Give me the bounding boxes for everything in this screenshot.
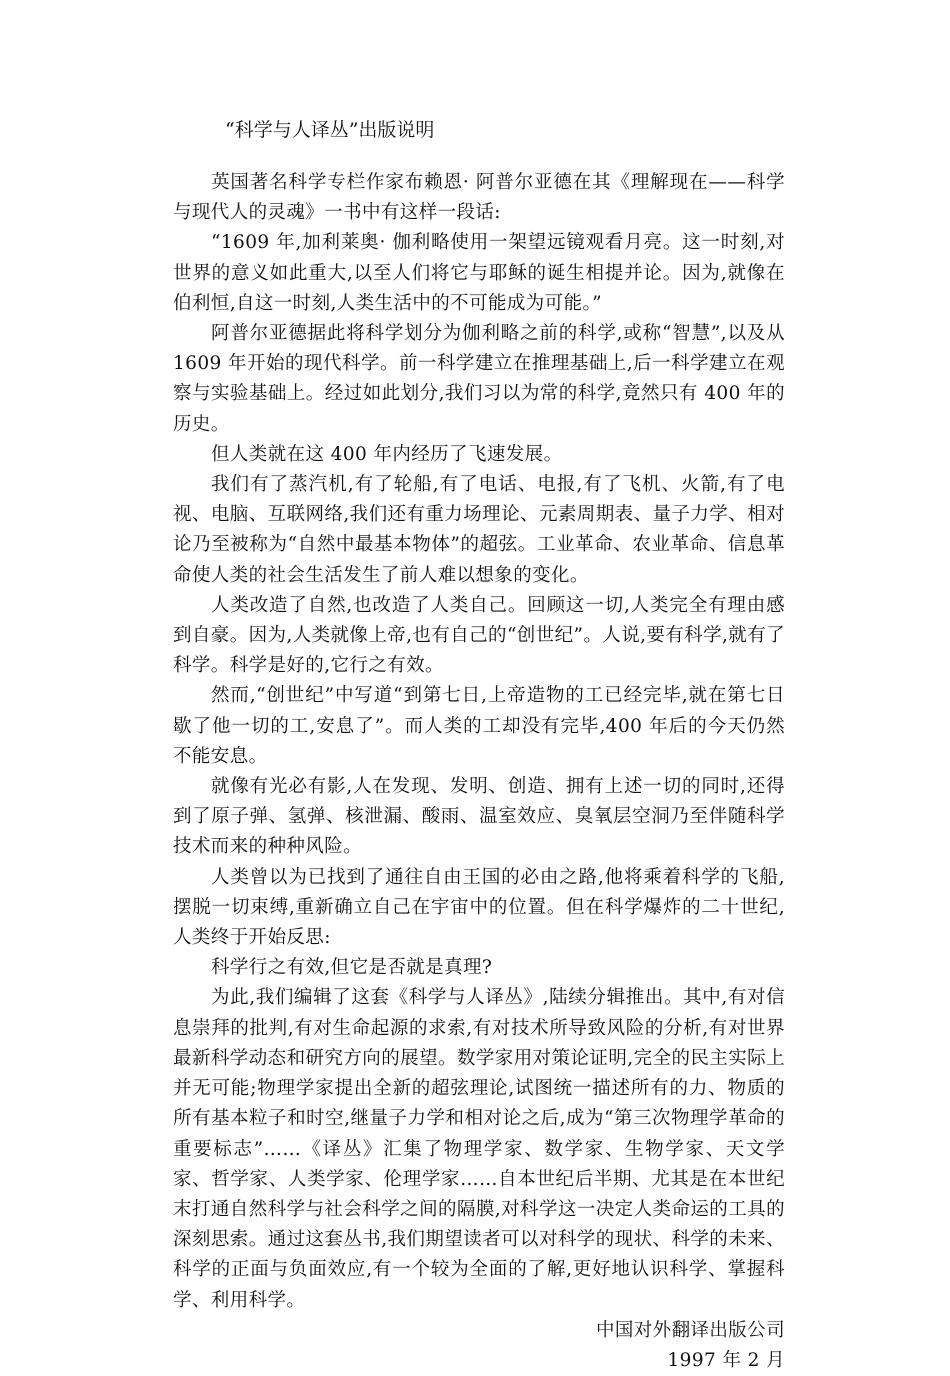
signature-block	[173, 1316, 785, 1376]
paragraph: 然而,“创世纪”中写道“到第七日,上帝造物的工已经完毕,就在第七日歇了他一切的工,安息了”。而人类的工却没有完毕,400 年后的今天仍然不能安息。	[173, 685, 785, 767]
paragraph: 为此,我们编辑了这套《科学与人译丛》,陆续分辑推出。其中,有对信息崇拜的批判,有对生命起源的求索,有对技术所导致风险的分析,有对世界最新科学动态和研究方向的展望。数学家用对策论证明,完全的民主实际上并无可能;物理学家提出全新的超弦理论,试图统一描述所有的力、物质的所有基本粒子和时空,继量子力学和相对论之后,成为“第三次物理学革命的重要标志”……《译丛》汇集了物理学家、数学家、生物学家、天文学家、哲学家、人类学家、伦理学家……自本世纪后半期、尤其是在本世纪末打通自然科学与社会科学之间的隔膜,对科学这一决定人类命运的工具的深刻思索。通过这套丛书,我们期望读者可以对科学的现状、科学的未来、科学的正面与负面效应,有一个较为全面的了解,更好地认识科学、掌握科学、利用科学。	[173, 987, 785, 1311]
paragraph: 英国著名科学专栏作家布赖恩· 阿普尔亚德在其《理解现在——科学与现代人的灵魂》一书中有这样一段话:	[173, 172, 785, 224]
publication-date: 1997 年 2 月	[667, 1349, 785, 1371]
paragraph: 阿普尔亚德据此将科学划分为伽利略之前的科学,或称“智慧”,以及从 1609 年开始的现代科学。前一科学建立在推理基础上,后一科学建立在观察与实验基础上。经过如此划分,我们习以为常的科学,竟然只有 400 年的历史。	[173, 323, 785, 435]
document-title: “科学与人译丛”出版说明	[225, 119, 435, 141]
paragraph: 就像有光必有影,人在发现、发明、创造、拥有上述一切的同时,还得到了原子弹、氢弹、核泄漏、酸雨、温室效应、臭氧层空洞乃至伴随科学技术而来的种种风险。	[173, 776, 785, 858]
paragraph: 人类曾以为已找到了通往自由王国的必由之路,他将乘着科学的飞船,摆脱一切束缚,重新确立自己在宇宙中的位置。但在科学爆炸的二十世纪,人类终于开始反思:	[173, 866, 785, 949]
paragraph: 科学行之有效,但它是否就是真理?	[211, 957, 493, 979]
paragraph: 人类改造了自然,也改造了人类自己。回顾这一切,人类完全有理由感到自豪。因为,人类就像上帝,也有自己的“创世纪”。人说,要有科学,就有了科学。科学是好的,它行之有效。	[173, 594, 785, 677]
paragraph: “1609 年,加利莱奥· 伽利略使用一架望远镜观看月亮。这一时刻,对世界的意义如此重大,以至人们将它与耶稣的诞生相提并论。因为,就像在伯利恒,自这一时刻,人类生活中的不可能成为可能。”	[173, 232, 785, 314]
paragraph: 但人类就在这 400 年内经历了飞速发展。	[211, 443, 563, 465]
publisher-name: 中国对外翻译出版公司	[595, 1319, 785, 1341]
document-body	[173, 168, 785, 1316]
document-page	[173, 114, 785, 1376]
paragraph: 我们有了蒸汽机,有了轮船,有了电话、电报,有了飞机、火箭,有了电视、电脑、互联网络,我们还有重力场理论、元素周期表、量子力学、相对论乃至被称为“自然中最基本物体”的超弦。工业革命、农业革命、信息革命使人类的社会生活发生了前人难以想象的变化。	[173, 474, 785, 586]
